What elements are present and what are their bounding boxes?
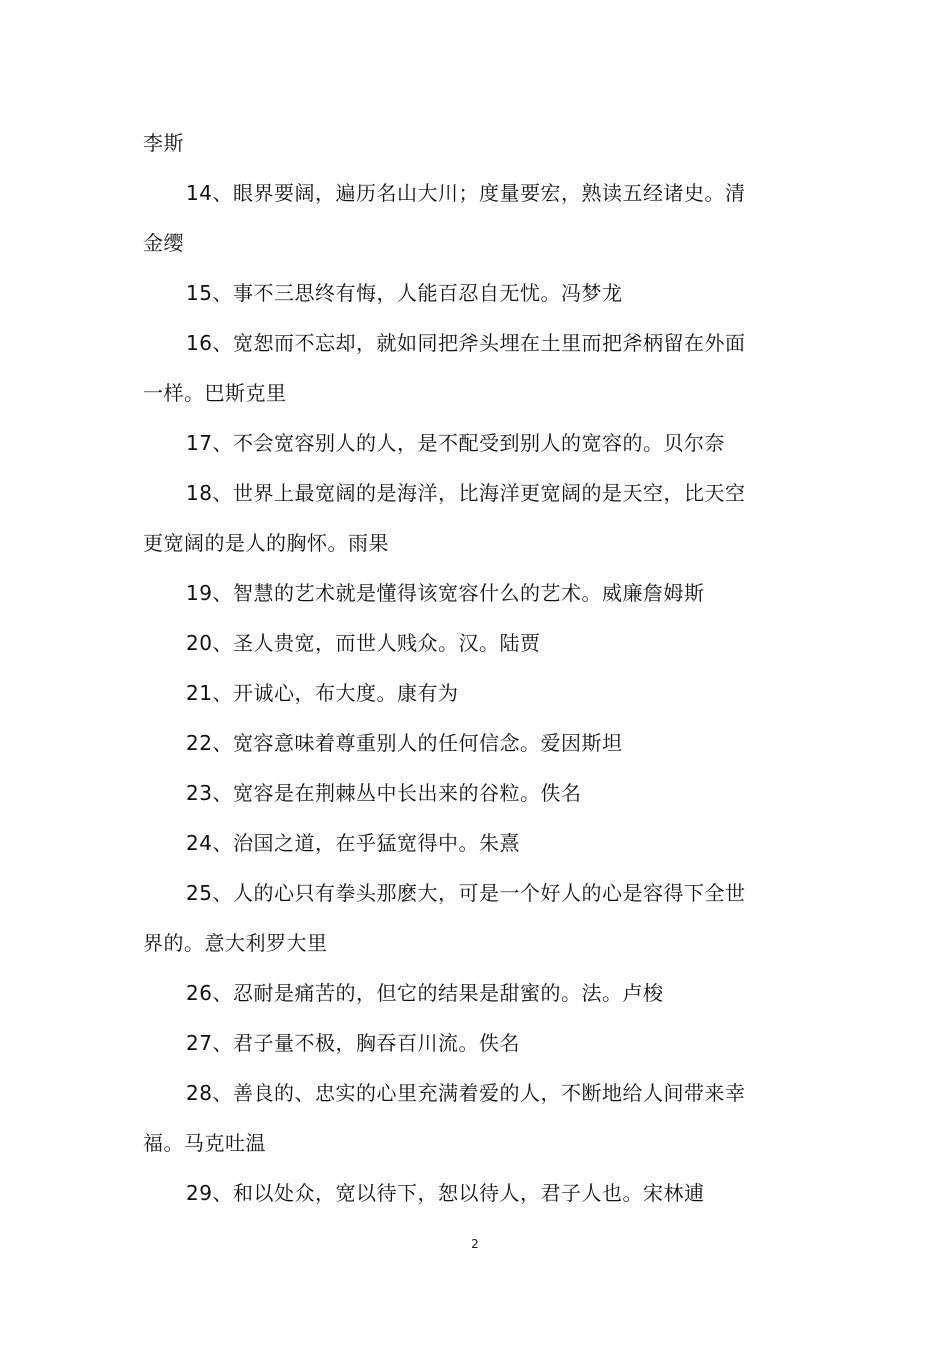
- quote-paragraph: 16、宽恕而不忘却，就如同把斧头埋在土里而把斧柄留在外面一样。巴斯克里: [143, 331, 746, 405]
- quote-paragraph: 21、开诚心，布大度。康有为: [186, 681, 459, 705]
- paragraph: 李斯: [143, 131, 184, 155]
- quote-paragraph: 17、不会宽容别人的人，是不配受到别人的宽容的。贝尔奈: [186, 431, 725, 455]
- quote-paragraph: 15、事不三思终有悔，人能百忍自无忧。冯梦龙: [186, 281, 623, 305]
- quote-paragraph: 28、善良的、忠实的心里充满着爱的人，不断地给人间带来幸福。马克吐温: [143, 1081, 746, 1155]
- document-body: [143, 118, 765, 1218]
- quote-paragraph: 18、世界上最宽阔的是海洋，比海洋更宽阔的是天空，比天空更宽阔的是人的胸怀。雨果: [143, 481, 746, 555]
- quote-paragraph: 22、宽容意味着尊重别人的任何信念。爱因斯坦: [186, 731, 623, 755]
- quote-paragraph: 14、眼界要阔，遍历名山大川；度量要宏，熟读五经诸史。清金缨: [143, 181, 746, 255]
- page-number: 2: [471, 1237, 479, 1251]
- quote-paragraph: 29、和以处众，宽以待下，恕以待人，君子人也。宋林逋: [186, 1181, 705, 1205]
- quote-paragraph: 19、智慧的艺术就是懂得该宽容什么的艺术。威廉詹姆斯: [186, 581, 705, 605]
- quote-paragraph: 25、人的心只有拳头那麽大，可是一个好人的心是容得下全世界的。意大利罗大里: [143, 881, 746, 955]
- quote-paragraph: 27、君子量不极，胸吞百川流。佚名: [186, 1031, 520, 1055]
- quote-paragraph: 24、治国之道，在乎猛宽得中。朱熹: [186, 831, 520, 855]
- quote-paragraph: 20、圣人贵宽，而世人贱众。汉。陆贾: [186, 631, 541, 655]
- quote-paragraph: 23、宽容是在荆棘丛中长出来的谷粒。佚名: [186, 781, 582, 805]
- quote-paragraph: 26、忍耐是痛苦的，但它的结果是甜蜜的。法。卢梭: [186, 981, 664, 1005]
